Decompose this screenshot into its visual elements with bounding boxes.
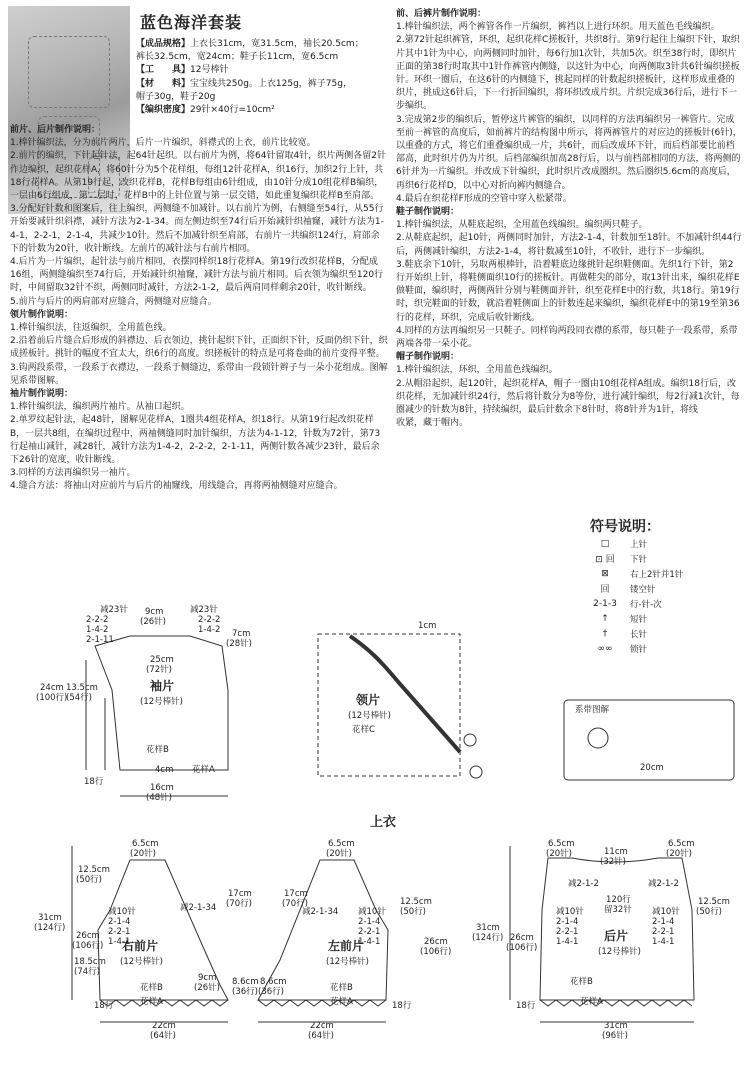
svg-text:花样B: 花样B [570,977,593,987]
svg-text:26cm: 26cm [76,931,100,941]
svg-text:(12号棒针): (12号棒针) [326,957,369,967]
svg-text:花样A: 花样A [580,997,603,1007]
sleeve-label: 袖片 [150,679,175,693]
instruction-paragraph: 2.沿着前后片缝合后形成的斜襟边、后衣领边，挑针起织下针，正面织下针，反面仍织下针，织成搓板针。挑针的幅度不宜太大，织6行的高度。织搓板针的特点是可将卷曲的前片变得平整。 [10,336,388,360]
svg-text:减23针: 减23针 [100,605,128,615]
legend-symbol: □ [600,538,610,549]
svg-text:22cm: 22cm [310,1021,334,1031]
svg-text:1-4-1: 1-4-1 [652,937,675,947]
instruction-paragraph: 3.同样的方法再编织另一袖片。 [10,468,136,479]
svg-text:(26针): (26针) [194,983,220,993]
legend-symbol: ↑ [601,613,609,624]
svg-text:(64针): (64针) [150,1031,176,1041]
spec-text: 上衣长31cm，宽31.5cm，袖长20.5cm； [190,39,364,49]
section-heading: 前、后裤片制作说明： [396,9,487,19]
instruction-paragraph: 收紧，藏于帽内。 [396,418,469,429]
instruction-paragraph: 2.单罗纹起针法，起48针，图解见花样A，1圈共4组花样A，织18行。从第19行起改织花样B，一层共8组，在编织过程中，两袖侧缝同时加针编织，方法为4-1-12，针数为72针，第73行起袖山减针，减28针，减针方法为1-4-2，2-2-2，2-1-11，两侧针数各减少23针，最后余下26针的宽度，收针断线。 [10,415,381,466]
svg-text:(70行): (70行) [226,899,252,909]
instruction-paragraph: 5.前片与后片的两肩部对应缝合，两侧缝对应缝合。 [10,296,217,307]
top-section-title: 上衣 [370,815,397,830]
instruction-paragraph: 1.棒针编织法，分为前片两片，后片一片编织，斜襟式的上衣，前片比较宽。 [10,138,316,149]
svg-text:花样A: 花样A [192,765,215,775]
svg-text:(64针): (64针) [308,1031,334,1041]
svg-text:8.6cm: 8.6cm [260,977,287,987]
svg-text:(12号棒针): (12号棒针) [598,947,641,957]
svg-text:120行: 120行 [606,895,631,905]
svg-text:31cm: 31cm [476,923,500,933]
svg-text:2-1-4: 2-1-4 [108,917,131,927]
svg-text:(20针): (20针) [326,849,352,859]
instruction-paragraph: 1.棒针编织法，往返编织，全用蓝色线。 [10,323,172,334]
svg-text:6.5cm: 6.5cm [132,839,159,849]
instruction-paragraph: 1.棒针编织法，编织两片袖片。从袖口起织。 [10,402,190,413]
section-heading: 帽子制作说明： [396,352,460,363]
svg-text:(70行): (70行) [282,899,308,909]
svg-text:1-4-1: 1-4-1 [358,937,381,947]
svg-text:后片: 后片 [604,929,629,943]
svg-text:(106行): (106行) [72,941,104,951]
collar-box [318,634,460,776]
svg-text:减23针: 减23针 [190,605,218,615]
svg-text:减2-1-34: 减2-1-34 [302,907,339,917]
svg-text:(100行): (100行) [36,693,68,703]
spec-text: 12号棒针 [190,65,229,76]
legend-symbol: † [602,628,608,639]
svg-text:9cm: 9cm [145,607,164,617]
svg-text:31cm: 31cm [604,1021,628,1031]
instruction-paragraph: 3.分配好针数和图案后，往上编织，两侧缝不加减针。以右前片为例，右侧缝至54行，从55行开始要减针织斜襟，减针方法为2-1-34。而左侧边织至74行后开始减针织袖窿，减针方法为1-4-1，2-2-1，2-1-4，共减少10针。然后不加减针织至肩部，右前片一共编织124行，肩部余下的针数为20针，收针断线。左前片的减针法与右前片相同。 [10,204,384,254]
svg-text:7cm: 7cm [232,629,251,639]
instruction-paragraph: 1.棒针编织法，从鞋底起织，全用蓝色线编织。编织两只鞋子。 [396,220,648,231]
svg-text:(26针): (26针) [140,617,166,627]
legend-text: 行-针-次 [630,599,662,610]
svg-text:(36行): (36行) [258,987,284,997]
svg-text:1cm: 1cm [418,621,437,631]
svg-text:(28针): (28针) [226,639,252,649]
legend-text: 短针 [630,614,648,625]
svg-text:2-1-4: 2-1-4 [652,917,675,927]
svg-text:(12号棒针): (12号棒针) [120,957,163,967]
svg-text:2-2-1: 2-2-1 [108,927,131,937]
svg-text:26cm: 26cm [424,937,448,947]
svg-text:2-2-2: 2-2-2 [198,615,221,625]
svg-text:减10针: 减10针 [556,907,584,917]
svg-text:减10针: 减10针 [652,907,680,917]
spec-text: 裤长32.5cm，宽24cm；鞋子长11cm，宽6.5cm [136,52,339,63]
svg-text:(50行): (50行) [696,907,722,917]
svg-text:(106行): (106行) [506,943,538,953]
svg-text:6.5cm: 6.5cm [328,839,355,849]
page-title: 蓝色海洋套装 [140,13,243,32]
svg-text:17cm: 17cm [228,889,252,899]
spec-text: 宝宝线共250g。上衣125g，裤子75g， [190,78,352,89]
legend-title: 符号说明： [590,519,660,535]
legend-symbol: 2-1-3 [593,598,617,609]
instruction-paragraph: 2.从鞋底起织，起10针，两侧同时加针，方法2-1-4，针数加至18针。不加减针织44行后，两侧减针编织，方法2-1-4，将针数减至10针，不收针，进行下一步编织。 [396,233,742,257]
legend-symbol: ⊡ 回 [595,555,615,565]
section-heading: 鞋子制作说明： [396,207,460,218]
tie-title: 系带图解 [575,705,610,715]
spec-label: 【工 具】 [136,65,191,76]
svg-text:18行: 18行 [516,1001,536,1011]
svg-text:(48针): (48针) [146,793,172,803]
svg-text:18.5cm: 18.5cm [74,957,106,967]
svg-text:(74行): (74行) [74,967,100,977]
spec-text: 29针×40行=10cm² [190,105,275,116]
svg-text:25cm: 25cm [150,655,174,665]
spec-text: 帽子30g，鞋子20g [136,91,216,102]
instruction-paragraph: 3.完成第2步的编织后，暂停这片裤管的编织，以同样的方法再编织另一裤管片。完成至前一裤管的高度后，如前裤片的结构图中所示，将两裤管片的对应边的搓板针(6针)，以重叠的方式，将它们重叠编织成一片，共6针，而后改成环下针，而后档部要比前档部高，此时织片仍为片织。后档部编织加高28行后，以与前档部相同的方法，将两侧的6针并为一片编织。并改成下针编织，此时织片改成圈织。然后圈织5.6cm的高度后，再织6行花样D，以中心对折向裤内侧缝合。 [396,114,742,191]
instruction-paragraph: 4.最后在织花样F形成的空管中穿入松紧带。 [396,193,572,204]
svg-text:(124行): (124行) [472,933,504,943]
spec-label: 【编织密度】 [136,105,191,116]
svg-text:减2-1-2: 减2-1-2 [648,879,679,889]
svg-text:花样B: 花样B [140,983,163,993]
svg-text:(72针): (72针) [146,665,172,675]
instruction-paragraph: 1.棒针编织法，环织，全用蓝色线编织。 [396,365,558,376]
svg-text:(50行): (50行) [76,875,102,885]
svg-text:2-1-4: 2-1-4 [556,917,579,927]
svg-text:(20针): (20针) [546,849,572,859]
svg-text:1-4-1: 1-4-1 [108,937,131,947]
svg-text:2-2-1: 2-2-1 [556,927,579,937]
svg-text:2-2-1: 2-2-1 [652,927,675,937]
svg-text:2-2-1: 2-2-1 [358,927,381,937]
svg-text:8.6cm: 8.6cm [232,977,259,987]
svg-text:(54行): (54行) [66,693,92,703]
svg-text:花样A: 花样A [140,997,163,1007]
svg-text:花样A: 花样A [330,997,353,1007]
legend-text: 上针 [630,539,648,550]
svg-text:(36行): (36行) [232,987,258,997]
svg-text:花样C: 花样C [352,725,375,735]
svg-text:1-4-2: 1-4-2 [86,625,109,635]
svg-text:1-4-1: 1-4-1 [556,937,579,947]
instruction-paragraph: 4.同样的方法再编织另一只鞋子。同样钩两段同衣襟的系带，每只鞋子一段系带，系带两端各带一朵小花。 [396,325,738,350]
svg-text:18行: 18行 [84,777,104,787]
svg-text:12.5cm: 12.5cm [78,865,110,875]
spec-label: 【材 料】 [136,78,191,89]
svg-text:31cm: 31cm [38,913,62,923]
svg-text:18行: 18行 [94,1001,114,1011]
svg-text:24cm: 24cm [40,683,64,693]
instruction-paragraph: 2.从帽沿起织，起120针，起织花样A，帽子一圈由10组花样A组成。编织18行后，改织花样，无加减针织24行，然后将针数分为8等份，进行减针编织，每2行减1次针，每圈减少的针数为8针，持续编织，最后针数余下8针时，将8针并为1针，将线 [396,378,740,416]
svg-text:2-2-2: 2-2-2 [86,615,109,625]
svg-text:6.5cm: 6.5cm [668,839,695,849]
legend-text: 右上2针并1针 [630,569,684,580]
svg-text:2-1-4: 2-1-4 [358,917,381,927]
svg-text:1-4-2: 1-4-2 [198,625,221,635]
svg-text:左前片: 左前片 [328,939,365,953]
instruction-paragraph: 1.棒针编织法，两个裤管各作一片编织，裤裆以上进行环织。用天蓝色毛线编织。 [396,22,720,33]
svg-text:(20针): (20针) [130,849,156,859]
instruction-paragraph: 3.鞋底余下10针，另取两根棒针，沿着鞋底边缘挑针起织鞋侧面。先织1行下针，第2行开始织上针，将鞋侧面织10行的搓板针。再做鞋尖的部分，取13针出来，编织花样E做鞋面，编织时，两侧两针分别与鞋侧面并针，织至花样E中的行数，共18行。第19行时，织完鞋面的针数，就沿着鞋侧面上的针数连起来编织，编织花样E中的第19至第36行的花样，环织，完成后收针断线。 [396,259,740,323]
svg-text:17cm: 17cm [284,889,308,899]
legend-text: 长针 [630,629,648,640]
svg-text:(50行): (50行) [400,907,426,917]
svg-text:20cm: 20cm [640,763,664,773]
svg-text:花样B: 花样B [146,745,169,755]
svg-text:(96针): (96针) [602,1031,628,1041]
svg-text:减2-1-2: 减2-1-2 [568,879,599,889]
svg-text:22cm: 22cm [152,1021,176,1031]
legend-text: 镂空针 [630,584,656,595]
svg-text:(12号棒针): (12号棒针) [140,697,183,707]
section-heading: 前片、后片制作说明： [10,125,101,135]
legend-symbol: 回 [600,585,610,595]
instruction-paragraph: 2.前片的编织，下针起针法，起64针起织。以右前片为例，将64针留取4针，织片两侧各留2针作边编织，起织花样A，将60针分为5个花样组，每组12针花样A，织16行，加织2行上针，共18行花样A。从第19行起，改织花样B，花样B每组由6针组成，由10针分成10组花样B编织，一层由6行组成，第二层时，花样B中的上针位置与第一层交错，如此重复编织花样B至肩部。 [10,151,386,202]
legend-text: 锁针 [630,644,648,655]
section-heading: 袖片制作说明： [10,389,74,400]
svg-text:13.5cm: 13.5cm [66,683,98,693]
svg-text:26cm: 26cm [510,933,534,943]
svg-text:12.5cm: 12.5cm [698,897,730,907]
svg-text:右前片: 右前片 [122,939,159,953]
svg-text:减10针: 减10针 [358,907,386,917]
svg-text:2-1-11: 2-1-11 [86,635,114,645]
spec-label: 【成品规格】 [136,39,191,49]
svg-text:(20针): (20针) [666,849,692,859]
instruction-paragraph: 2.第72针起织裤管，环织，起织花样C搓板针，共织8行。第9行起往上编织下针，取织片其中1针为中心，向两侧同时加针，每6行加1次针，共加5次。织至38行时，即织片正面的第38行时取其中1针作裤管内侧缝，以这针为中心，向两侧取3针共6针编织搓板针。环织一圈后，在这6针的内侧缝下，挑起同样的针数起织搓板针，这样形成重叠的织片，挑成这6针后，下一行折回编织，将环织改成片织。片织完成36行后，进行下一步编织。 [396,35,740,112]
svg-text:4cm: 4cm [155,765,174,775]
instruction-paragraph: 3.钩两段系带，一段系于衣襟边，一段系于侧缝边，系带由一段锁针辫子与一朵小花组成。图解见系带图解。 [10,362,388,386]
svg-text:(124行): (124行) [34,923,66,933]
svg-text:6.5cm: 6.5cm [548,839,575,849]
svg-text:花样B: 花样B [330,983,353,993]
svg-text:(106行): (106行) [420,947,452,957]
instruction-paragraph: 4.后片为一片编织，起针法与前片相同，衣摆同样织18行花样A。第19行改织花样B，分配成16组，两侧缝编织至74行后，开始减针织袖窿，减针方法与前片相同。后衣领为编织至120行时，中间留取32针不织，两侧同时减针，方法2-1-2，最后两肩同样剩余20针，收针断线。 [10,257,384,294]
collar-label: 领片 [356,693,381,707]
section-heading: 领片制作说明： [10,309,74,320]
svg-text:9cm: 9cm [198,973,217,983]
svg-text:12.5cm: 12.5cm [400,897,432,907]
legend-symbol: ∞∞ [597,643,613,654]
svg-text:(12号棒针): (12号棒针) [348,711,391,721]
svg-text:减10针: 减10针 [108,907,136,917]
svg-text:减2-1-34: 减2-1-34 [180,903,217,913]
svg-text:留32针: 留32针 [604,905,632,915]
svg-text:16cm: 16cm [150,783,174,793]
instruction-paragraph: 4.缝合方法：将袖山对应前片与后片的袖窿线，用线缝合，再将两袖侧缝对应缝合。 [10,481,343,492]
legend-symbol: ⊠ [601,568,609,579]
svg-text:18行: 18行 [392,1001,412,1011]
svg-text:(32针): (32针) [600,857,626,867]
legend-text: 下针 [630,554,648,565]
svg-text:11cm: 11cm [604,847,628,857]
